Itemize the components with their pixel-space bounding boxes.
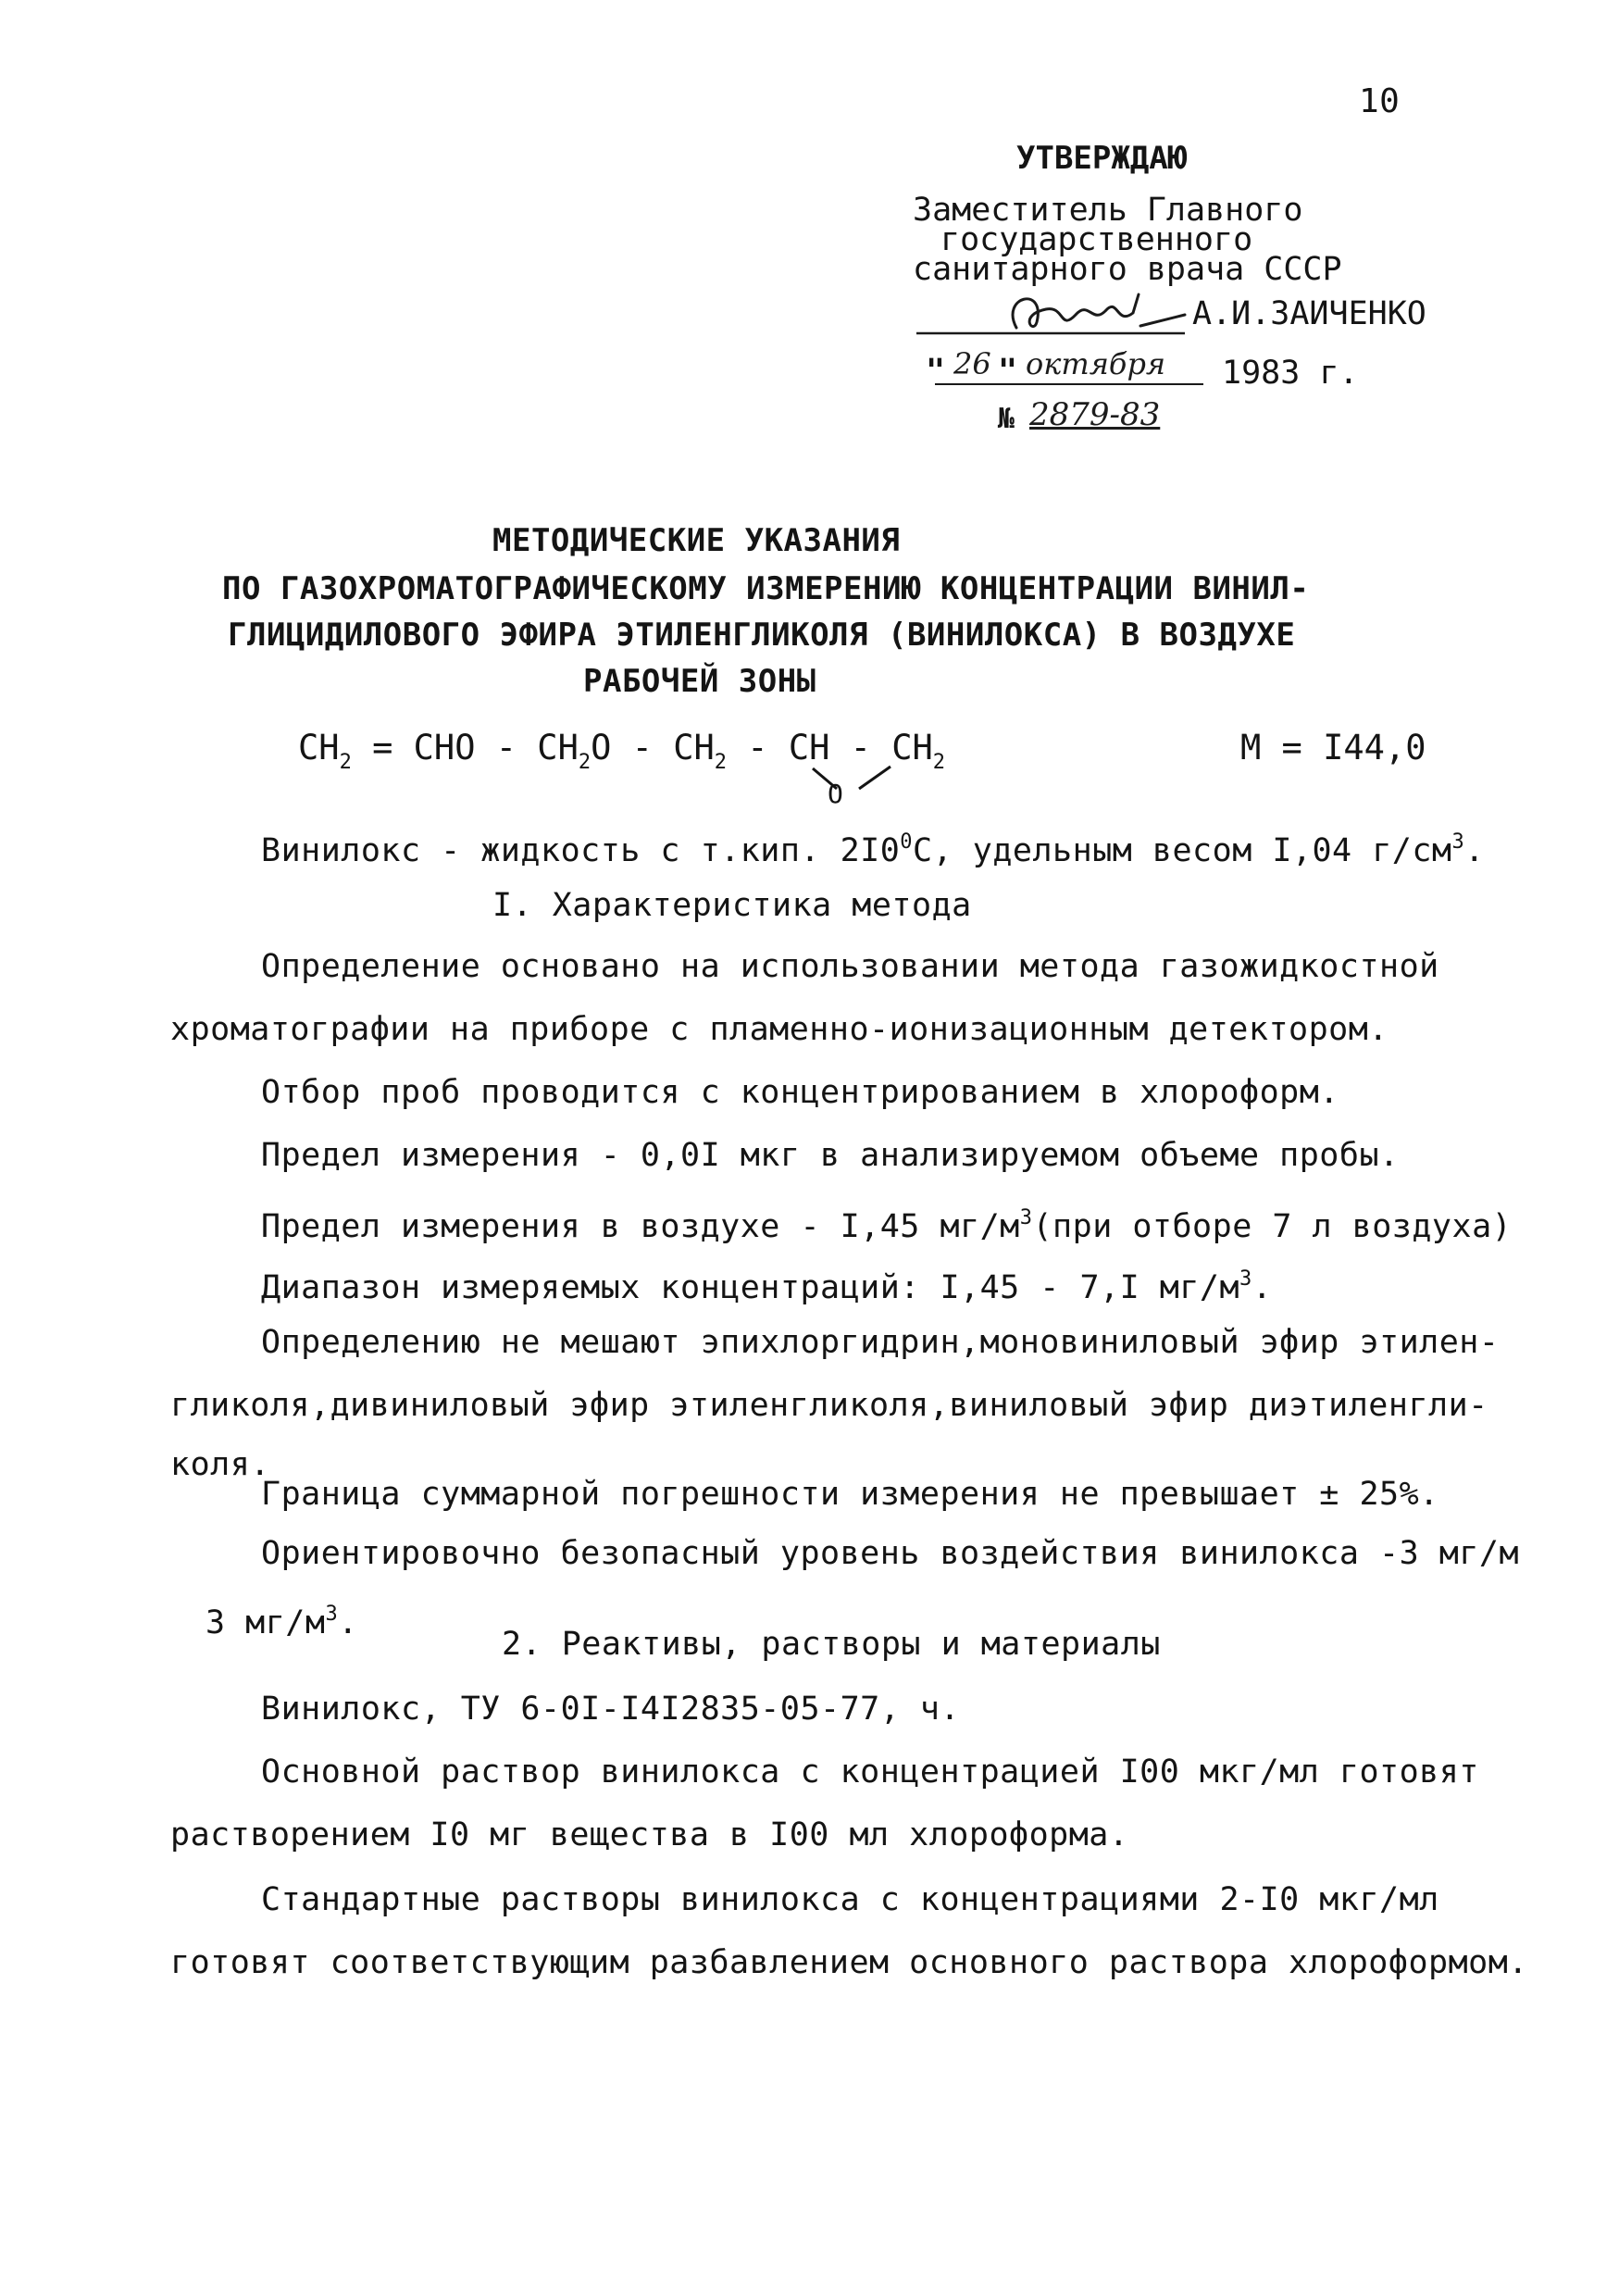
- approval-date-year: 1983 г.: [1222, 355, 1359, 392]
- paragraph-8-line1: Ориентировочно безопасный уровень воздействия винилокса -3 мг/м: [261, 1535, 1520, 1572]
- paragraph-11-line2: готовят соответствующим разбавлением основного раствора хлороформом.: [170, 1944, 1528, 1981]
- document-title-line1: МЕТОДИЧЕСКИЕ УКАЗАНИЯ: [492, 522, 901, 559]
- registration-number-prefix: №: [998, 403, 1015, 435]
- approval-date-day: 26: [953, 346, 991, 381]
- paragraph-8-line2: [205, 1594, 358, 1643]
- paragraph-7: Граница суммарной погрешности измерения не превышает ± 25%.: [261, 1476, 1439, 1513]
- paragraph-10-line1: Основной раствор винилокса с концентрацией I00 мкг/мл готовят: [261, 1753, 1479, 1791]
- intro-text-a: Винилокс - жидкость с т.кип. 2I0: [261, 832, 901, 869]
- document-title-line2: ПО ГАЗОХРОМАТОГРАФИЧЕСКОМУ ИЗМЕРЕНИЮ КОНЦЕНТРАЦИИ ВИНИЛ-: [222, 570, 1310, 607]
- paragraph-2: Отбор проб проводится с концентрированием в хлороформ.: [261, 1074, 1339, 1111]
- intro-text-b: C, удельным весом I,04 г/см: [913, 832, 1452, 869]
- approval-date-close-quote: ": [998, 353, 1018, 390]
- formula-sub-a: 2: [339, 751, 352, 774]
- paragraph-5-text-b: .: [1252, 1269, 1273, 1306]
- date-underline: [935, 381, 1213, 387]
- paragraph-5-sup: 3: [1239, 1267, 1252, 1291]
- formula-sub-d: 2: [932, 751, 946, 774]
- formula-ch2-a: CH: [298, 728, 340, 767]
- section-heading-1: I. Характеристика метода: [492, 887, 972, 924]
- paragraph-4: [261, 1198, 1512, 1247]
- formula-oxygen: O: [828, 779, 843, 809]
- paragraph-5: [261, 1259, 1272, 1308]
- intro-line: [261, 822, 1485, 871]
- paragraph-11-line1: Стандартные растворы винилокса с концентрациями 2-I0 мкг/мл: [261, 1881, 1439, 1918]
- formula-part-d: - CH - CH: [727, 728, 933, 767]
- paragraph-6-line1: Определению не мешают эпихлоргидрин,моновиниловый эфир этилен-: [261, 1324, 1500, 1361]
- paragraph-8-sup: 3: [325, 1603, 339, 1626]
- approval-position-line3: санитарного врача СССР: [913, 251, 1342, 288]
- paragraph-1-line1: Определение основано на использовании метода газожидкостной: [261, 948, 1439, 985]
- formula-part-c: O - CH: [591, 728, 715, 767]
- epoxide-ring-bonds: [805, 765, 907, 807]
- page-number: 10: [1359, 82, 1401, 120]
- document-title-line3: ГЛИЦИДИЛОВОГО ЭФИРА ЭТИЛЕНГЛИКОЛЯ (ВИНИЛОКСА) В ВОЗДУХЕ: [228, 617, 1296, 654]
- paragraph-6-line3: коля.: [170, 1446, 270, 1483]
- paragraph-1-line2: хроматографии на приборе с пламенно-ионизационным детектором.: [170, 1011, 1389, 1048]
- approval-heading: УТВЕРЖДАЮ: [1016, 140, 1188, 177]
- molar-mass: M = I44,0: [1240, 728, 1426, 767]
- paragraph-8-line2-text-a: 3 мг/м: [205, 1604, 326, 1641]
- paragraph-4-text-b: (при отборе 7 л воздуха): [1032, 1208, 1513, 1245]
- paragraph-5-text-a: Диапазон измеряемых концентраций: I,45 - 7,I мг/м: [261, 1269, 1240, 1306]
- paragraph-8-line2-text-b: .: [338, 1604, 358, 1641]
- document-title-line4: РАБОЧЕЙ ЗОНЫ: [583, 663, 816, 700]
- paragraph-9: Винилокс, ТУ 6-0I-I4I2835-05-77, ч.: [261, 1691, 961, 1728]
- paragraph-10-line2: растворением I0 мг вещества в I00 мл хлороформа.: [170, 1816, 1129, 1853]
- signature: [907, 278, 1194, 343]
- formula-sub-b: 2: [578, 751, 592, 774]
- approval-position-line2: государственного: [940, 221, 1253, 258]
- paragraph-3: Предел измерения - 0,0I мкг в анализируемом объеме пробы.: [261, 1137, 1400, 1174]
- paragraph-4-text-a: Предел измерения в воздухе - I,45 мг/м: [261, 1208, 1020, 1245]
- formula-sub-c: 2: [714, 751, 728, 774]
- intro-degree: 0: [900, 830, 914, 854]
- approval-date-open-quote: ": [926, 353, 946, 390]
- paragraph-6-line2: гликоля,дивиниловый эфир этиленгликоля,виниловый эфир диэтиленгли-: [170, 1387, 1488, 1424]
- formula-part-b: = CHO - CH: [351, 728, 579, 767]
- approver-name: А.И.ЗАИЧЕНКО: [1192, 295, 1426, 332]
- approval-position-line1: Заместитель Главного: [913, 192, 1303, 229]
- intro-text-c: .: [1464, 832, 1485, 869]
- section-heading-2: 2. Реактивы, растворы и материалы: [502, 1626, 1161, 1663]
- approval-date-month: октября: [1026, 346, 1166, 381]
- registration-number-value: 2879-83: [1029, 396, 1161, 433]
- paragraph-4-sup: 3: [1019, 1206, 1033, 1229]
- intro-unit-sup: 3: [1451, 830, 1465, 854]
